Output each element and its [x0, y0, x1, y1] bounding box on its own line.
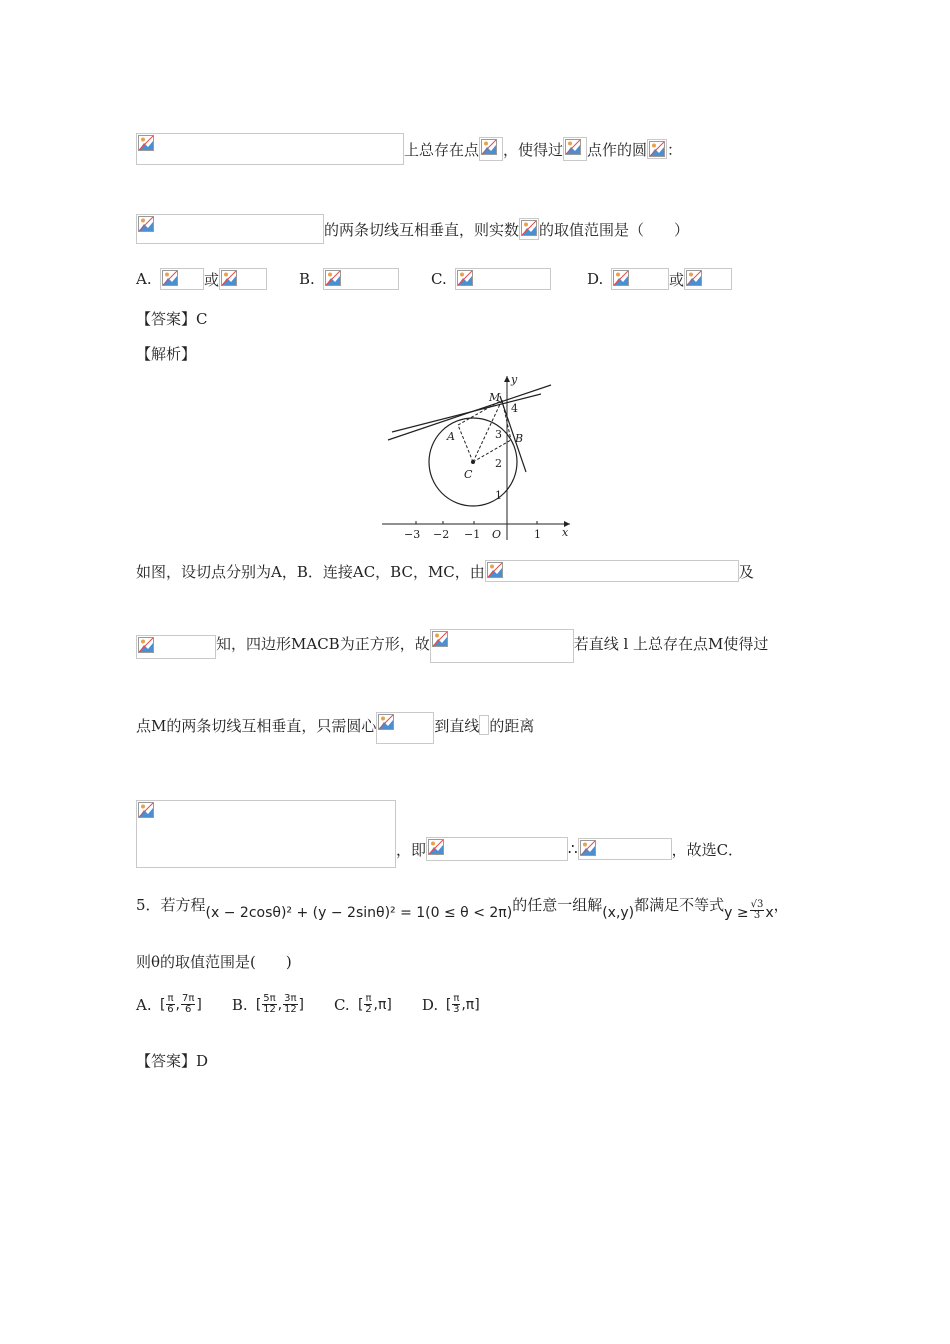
x-tick-label: −1: [464, 528, 481, 541]
x-tick-label: −2: [433, 528, 450, 541]
broken-image-icon: [221, 270, 237, 286]
formula-image: [136, 133, 404, 165]
option-a-image: [219, 268, 267, 290]
solution-pair: (x,y): [602, 904, 635, 921]
text: 知，四边形MACB为正方形，故: [216, 634, 430, 653]
x-tick-label: 1: [534, 528, 541, 541]
broken-image-icon: [457, 270, 473, 286]
q4-options: [136, 268, 732, 290]
option-d-label: D.: [421, 995, 439, 1014]
option-d-image: [684, 268, 732, 290]
equation: (x − 2cosθ)² + (y − 2sinθ)² = 1(0 ≤ θ < 2π): [205, 904, 513, 921]
exp-line-4: [136, 800, 743, 868]
option-c-label: C.: [431, 270, 447, 288]
broken-image-icon: [686, 270, 702, 286]
formula-image: [479, 715, 489, 735]
text: 点作的圆: [587, 140, 648, 159]
broken-image-icon: [325, 270, 341, 286]
text: 或: [669, 270, 685, 289]
broken-image-icon: [487, 562, 503, 578]
option-b-label: B.: [231, 995, 248, 1014]
formula-image: [136, 800, 396, 868]
fraction: $\frac{√3}{3}$: [750, 899, 764, 921]
text: ，: [773, 896, 789, 914]
option-c-image: [455, 268, 551, 290]
question-number: 5．若方程: [136, 896, 206, 914]
text: ：: [667, 140, 683, 159]
q5-options: [136, 994, 480, 1015]
formula-image: [376, 712, 434, 744]
point-m-label: M: [489, 391, 501, 404]
text: 若直线 l 上总存在点M使得过: [573, 634, 769, 653]
broken-image-icon: [138, 637, 154, 653]
q4-answer: 【答案】C: [136, 310, 208, 328]
option-c-value: [ $\frac{\pi}{2}$ , π ]: [357, 993, 392, 1015]
q4-line-2: [136, 214, 689, 244]
text: 到直线: [434, 716, 480, 735]
text: 上总存在点: [404, 140, 480, 159]
text: 点M的两条切线互相垂直，只需圆心: [136, 716, 377, 735]
q4-line-1: [136, 133, 682, 165]
inequality: y ≥: [724, 904, 749, 921]
formula-image: [563, 137, 587, 161]
text: ，使得过: [503, 140, 564, 159]
y-axis-arrow: [504, 376, 510, 382]
option-d-image: [611, 268, 669, 290]
broken-image-icon: [432, 631, 448, 647]
text: 的取值范围是（ ）: [539, 220, 690, 239]
formula-image: [519, 218, 539, 240]
exp-line-2: [136, 623, 768, 663]
tangent-line: [392, 394, 541, 432]
formula-image: [136, 635, 216, 659]
broken-image-icon: [162, 270, 178, 286]
point-a-label: A: [447, 430, 455, 443]
formula-image: [430, 629, 574, 663]
broken-image-icon: [565, 139, 581, 155]
option-d-label: D.: [587, 270, 604, 288]
text: 及: [738, 562, 754, 581]
text: ，故选C．: [671, 840, 744, 859]
broken-image-icon: [649, 141, 665, 157]
option-d-value: [ $\frac{\pi}{3}$ , π ]: [445, 993, 480, 1015]
broken-image-icon: [378, 714, 394, 730]
option-a-label: A.: [136, 270, 152, 288]
tangent-circle-figure: [376, 368, 576, 548]
center-label: C: [464, 468, 473, 481]
text: ，即: [396, 840, 427, 859]
q5-stem: [136, 888, 789, 921]
option-c-label: C.: [333, 995, 350, 1014]
analysis-label: 【解析】: [136, 345, 197, 363]
broken-image-icon: [138, 802, 154, 818]
option-b-label: B.: [299, 270, 315, 288]
text: ∴: [568, 840, 578, 858]
formula-image: [647, 139, 667, 159]
exp-line-3: [136, 706, 534, 744]
broken-image-icon: [521, 220, 537, 236]
q5-answer: 【答案】D: [136, 1052, 209, 1070]
y-axis-label: y: [511, 373, 518, 386]
broken-image-icon: [138, 216, 154, 232]
option-b-image: [323, 268, 399, 290]
broken-image-icon: [613, 270, 629, 286]
text: 如图，设切点分别为A，B．连接AC，BC，MC，由: [136, 562, 485, 581]
option-b-value: [ $\frac{5\pi}{12}$ , $\frac{3\pi}{12}$ ]: [255, 993, 304, 1015]
broken-image-icon: [580, 840, 596, 856]
q5-line-2: 则θ的取值范围是( ): [136, 953, 292, 971]
text: 或: [204, 270, 220, 289]
y-tick-label: 2: [495, 457, 502, 470]
broken-image-icon: [138, 135, 154, 151]
formula-image: [426, 837, 568, 861]
broken-image-icon: [428, 839, 444, 855]
exp-line-1: [136, 560, 754, 582]
inequality: x: [765, 904, 774, 921]
text: 的两条切线互相垂直，则实数: [324, 220, 520, 239]
text: 都满足不等式: [634, 896, 725, 914]
option-a-label: A.: [136, 995, 152, 1014]
y-tick-label: 4: [511, 402, 518, 415]
text: 的任意一组解: [512, 896, 603, 914]
y-tick-label: 3: [495, 428, 502, 441]
point-b-label: B: [515, 432, 524, 445]
origin-label: O: [492, 528, 502, 541]
option-a-image: [160, 268, 204, 290]
formula-image: [485, 560, 739, 582]
y-tick-label: 1: [495, 489, 502, 502]
formula-image: [578, 838, 672, 860]
formula-image: [136, 214, 324, 244]
x-axis-label: x: [562, 526, 569, 539]
x-tick-label: −3: [404, 528, 421, 541]
text: 的距离: [489, 716, 535, 735]
broken-image-icon: [481, 139, 497, 155]
formula-image: [479, 137, 503, 161]
option-a-value: [ $\frac{\pi}{6}$ , $\frac{7\pi}{6}$ ]: [160, 993, 202, 1015]
